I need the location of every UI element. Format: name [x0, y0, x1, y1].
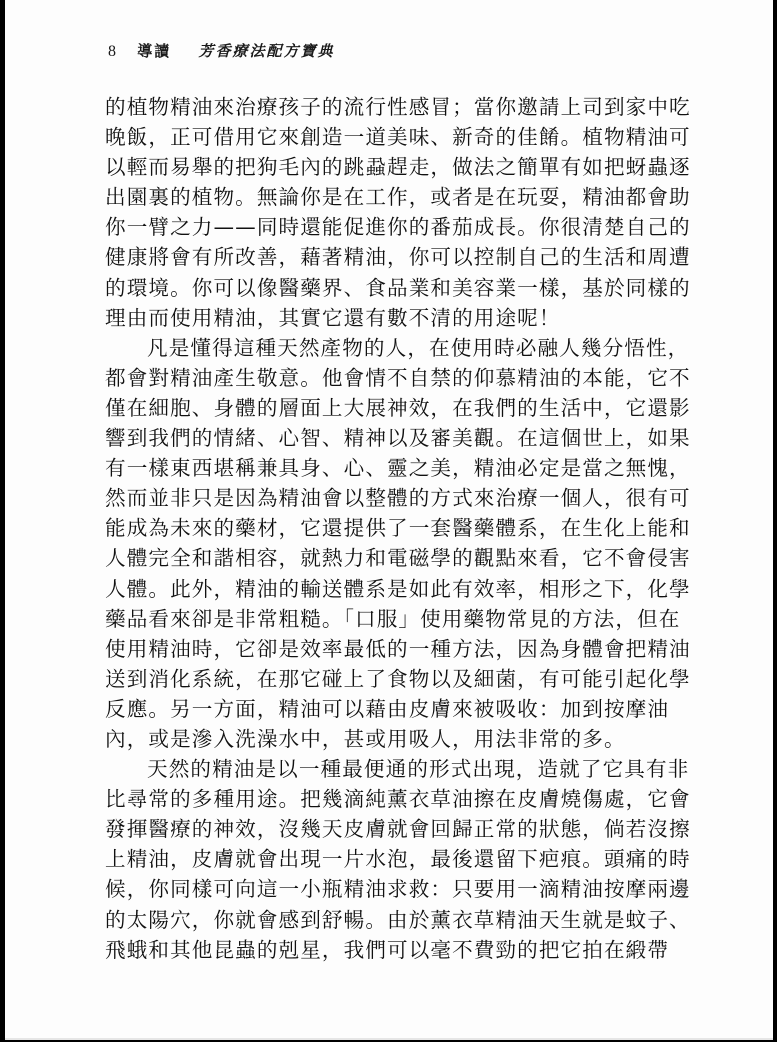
text-line: 天然的精油是以一種最便通的形式出現，造就了它具有非 — [147, 757, 690, 782]
text-line: 發揮醫療的神效，沒幾天皮膚就會回歸正常的狀態，倘若沒擦 — [105, 817, 691, 842]
text-line: 凡是懂得這種天然產物的人，在使用時必融人幾分悟性， — [147, 335, 690, 360]
text-line: 送到消化系統，在那它碰上了食物以及細菌，有可能引起化學 — [105, 666, 691, 691]
text-line: 候，你同樣可向這一小瓶精油求救：只要用一滴精油按摩兩邊 — [105, 877, 691, 902]
text-line: 上精油，皮膚就會出現一片水泡，最後還留下疤痕。頭痛的時 — [105, 847, 691, 872]
text-line: 能成為未來的藥材，它還提供了一套醫藥體系，在生化上能和 — [105, 516, 691, 541]
paragraph-1 — [105, 92, 695, 333]
text-line: 都會對精油產生敬意。他會情不自禁的仰慕精油的本能，它不 — [105, 365, 691, 390]
text-line: 僅在細胞、身體的層面上大展神效，在我們的生活中，它還影 — [105, 395, 691, 420]
text-line: 理由而使用精油，其實它還有數不清的用途呢！ — [105, 305, 561, 330]
book-page — [5, 0, 773, 1040]
text-line: 人體。此外，精油的輸送體系是如此有效率，相形之下，化學 — [105, 576, 691, 601]
book-title: 芳香療法配方寶典 — [198, 42, 335, 60]
text-line: 使用精油時，它卻是效率最低的一種方法，因為身體會把精油 — [105, 636, 691, 661]
text-line: 以輕而易舉的把狗毛內的跳蝨趕走，做法之簡單有如把蚜蟲逐 — [105, 155, 691, 180]
text-line: 然而並非只是因為精油會以整體的方式來治療一個人，很有可 — [105, 486, 691, 511]
text-line: 出園裏的植物。無論你是在工作，或者是在玩耍，精油都會助 — [105, 185, 691, 210]
text-line: 藥品看來卻是非常粗糙。「口服」使用藥物常見的方法，但在 — [105, 606, 681, 631]
page-number: 8 — [108, 43, 116, 60]
text-line: 有一樣東西堪稱兼具身、心、靈之美，精油必定是當之無愧， — [105, 456, 691, 481]
section-title: 導讀 — [137, 42, 172, 60]
body-text — [105, 92, 695, 965]
text-line: 晚飯，正可借用它來創造一道美味、新奇的佳餚。植物精油可 — [105, 125, 691, 150]
text-line: 的環境。你可以像醫藥界、食品業和美容業一樣，基於同樣的 — [105, 275, 691, 300]
text-line: 比尋常的多種用途。把幾滴純薰衣草油擦在皮膚燒傷處，它會 — [105, 787, 691, 812]
paragraph-2 — [105, 333, 695, 754]
paragraph-3 — [105, 754, 695, 965]
text-line: 內，或是滲入洗澡水中，甚或用吸人，用法非常的多。 — [105, 726, 626, 751]
running-header — [108, 40, 335, 61]
text-line: 反應。另一方面，精油可以藉由皮膚來被吸收：加到按摩油 — [105, 696, 670, 721]
text-line: 響到我們的情緒、心智、精神以及審美觀。在這個世上，如果 — [105, 426, 691, 451]
text-line: 的太陽穴，你就會感到舒暢。由於薰衣草精油天生就是蚊子、 — [105, 907, 691, 932]
text-line: 人體完全和諧相容，就熱力和電磁學的觀點來看，它不會侵害 — [105, 546, 691, 571]
text-line: 的植物精油來治療孩子的流行性感冒；當你邀請上司到家中吃 — [105, 95, 691, 119]
text-line: 飛蛾和其他昆蟲的剋星，我們可以毫不費勁的把它拍在緞帶 — [105, 937, 670, 962]
text-line: 健康將會有所改善，藉著精油，你可以控制自己的生活和周遭 — [105, 245, 691, 270]
text-line: 你一臂之力——同時還能促進你的番茄成長。你很清楚自己的 — [105, 215, 691, 240]
